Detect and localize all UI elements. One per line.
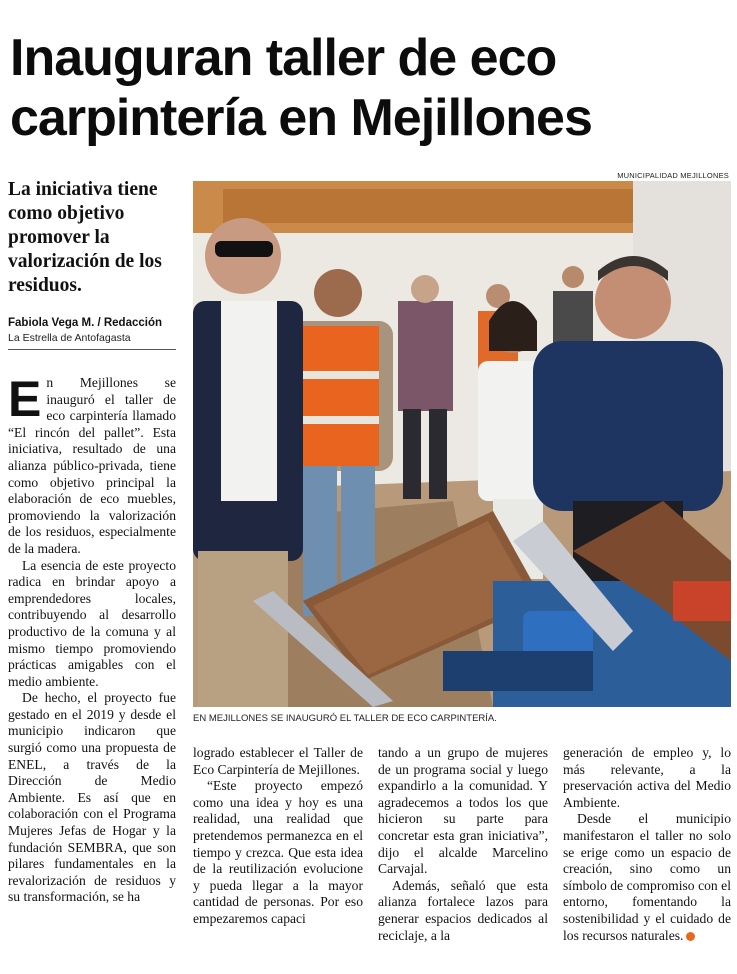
paragraph-1: n Mejillones se inauguró el taller de eco carpintería llamado “El rincón del pallet”. Esta iniciativa, resultado de una alianza público-privada, tiene como objetivo principal la elaboración de eco muebles, promoviendo la valorización de los residuos, especialmente de la madera. xyxy=(8,375,176,556)
byline-divider xyxy=(8,349,176,350)
article-photo xyxy=(193,181,731,707)
paragraph-4-continued: tando a un grupo de mujeres de un programa social y luego expandirlo a la comunidad. Y agradecemos a todos los que hicieron su parte para concretar esta gran iniciativa”, dijo el alcalde Marcelino Carvajal. xyxy=(378,745,548,877)
photo-credit: MUNICIPALIDAD MEJILLONES xyxy=(617,171,729,180)
paragraph-5-continued: generación de empleo y, lo más relevante, a la preservación activa del Medio Ambiente. xyxy=(563,745,731,810)
paragraph-3: De hecho, el proyecto fue gestado en el 2019 y desde el municipio indicaron que surgió como una propuesta de ENEL, a través de la Dirección de Medio Ambiente. Es así que en colaboración con el Programa Mujeres Jefas de Hogar y la fundación SEMBRA, que son pilares fundamentales en la revalorización de residuos y su transformación, se ha xyxy=(8,690,176,905)
paragraph-5: Además, señaló que esta alianza fortalece lazos para generar espacios dedicados al reciclaje, a la xyxy=(378,877,548,943)
paragraph-2: La esencia de este proyecto radica en brindar apoyo a emprendedores locales, contribuyendo al desarrollo productivo de la comuna y al mismo tiempo promoviendo prácticas amigables con el medio ambiente. xyxy=(8,557,176,689)
paragraph-4: “Este proyecto empezó como una idea y hoy es una realidad, una realidad que pretendemos permanezca en el tiempo y crezca. Que esta idea de la reutilización evolucione y pueda llegar a la mayor cantidad de personas. Por eso empezaremos capaci xyxy=(193,778,363,926)
body-column-4 xyxy=(563,745,731,944)
paragraph-6 xyxy=(563,811,731,944)
paragraph-6-text: Desde el municipio manifestaron el taller no solo se erige como un espacio de creación, sino como un símbolo de compromiso con el entorno, fomentando la sostenibilidad y el cuidado de los recursos naturales. xyxy=(563,811,731,943)
paragraph-3-continued: logrado establecer el Taller de Eco Carpintería de Mejillones. xyxy=(193,745,363,777)
drop-cap: E xyxy=(8,371,42,427)
photo-caption: EN MEJILLONES SE INAUGURÓ EL TALLER DE ECO CARPINTERÍA. xyxy=(193,713,497,724)
body-column-2 xyxy=(193,745,363,928)
publication-name: La Estrella de Antofagasta xyxy=(8,332,131,344)
author-name: Fabiola Vega M. / Redacción xyxy=(8,317,163,329)
body-column-3 xyxy=(378,745,548,944)
byline xyxy=(8,316,180,345)
body-column-1 xyxy=(8,371,176,906)
headline: Inauguran taller de eco carpintería en Mejillones xyxy=(10,29,592,147)
end-of-article-icon xyxy=(686,932,695,941)
workshop-photo-illustration xyxy=(193,181,731,707)
deck-subtitle: La iniciativa tiene como objetivo promover la valorización de los residuos. xyxy=(8,179,162,296)
